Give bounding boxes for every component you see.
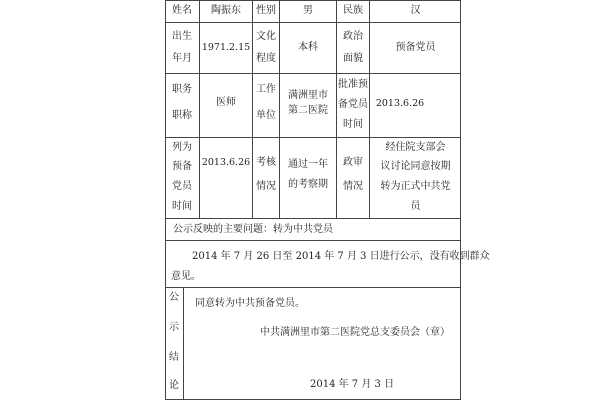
political-review-line2: 议讨论同意按期	[380, 161, 451, 172]
listed-label-line1: 列为	[172, 142, 192, 153]
post-label-line1: 职务	[172, 84, 192, 95]
party-member-form	[165, 0, 490, 400]
conclusion-committee: 中共满洲里市第二医院党总支委员会（章）	[260, 327, 450, 338]
edu-label-line1: 文化	[256, 31, 276, 42]
conclusion-label-char2: 示	[169, 322, 179, 333]
political-review-line3: 转为正式中共党	[380, 181, 451, 192]
birth-value: 1971.2.15	[201, 42, 251, 53]
name-label: 姓名	[172, 5, 192, 16]
unit-value-line2: 第二医院	[288, 105, 328, 116]
ethnicity-label: 民族	[343, 5, 363, 16]
gender-value: 男	[303, 5, 313, 16]
birth-label-line2: 年月	[172, 53, 192, 64]
listed-value: 2013.6.26	[201, 157, 251, 168]
political-review-line1: 经住院支部会	[385, 142, 446, 153]
approve-label-line3: 时间	[343, 119, 363, 130]
review-label-line1: 考核	[256, 157, 276, 168]
unit-label-line2: 单位	[256, 110, 276, 121]
approve-label-line2: 备党员	[338, 99, 368, 110]
unit-value-line1: 满洲里市	[288, 90, 328, 101]
review-label-line2: 情况	[256, 181, 276, 192]
review-value-line1: 通过一年	[288, 159, 328, 170]
political-review-label-line1: 政审	[343, 157, 363, 168]
unit-label-line1: 工作	[256, 84, 276, 95]
notice-issues: 公示反映的主要问题：转为中共党员	[173, 224, 333, 235]
birth-label-line1: 出生	[172, 31, 192, 42]
ethnicity-value: 汉	[410, 5, 421, 16]
conclusion-label-char3: 结	[169, 352, 179, 363]
listed-label-line3: 党员	[172, 181, 192, 192]
conclusion-text: 同意转为中共预备党员。	[195, 298, 305, 309]
notice-period-line2: 意见。	[171, 271, 201, 282]
conclusion-date: 2014 年 7 月 3 日	[310, 379, 395, 390]
name-value: 陶振东	[211, 5, 241, 16]
post-label-line2: 职称	[172, 110, 192, 121]
edu-value: 本科	[298, 42, 318, 53]
political-label-line1: 政治	[343, 31, 363, 42]
post-value: 医师	[216, 97, 236, 108]
approve-label-line1: 批准预	[338, 79, 368, 90]
political-review-line4: 员	[410, 201, 421, 212]
conclusion-label-char4: 论	[169, 380, 179, 391]
political-value: 预备党员	[395, 42, 436, 53]
review-value-line2: 的考察期	[288, 179, 328, 190]
listed-label-line4: 时间	[172, 201, 192, 212]
conclusion-label-char1: 公	[169, 292, 179, 303]
listed-label-line2: 预备	[172, 161, 192, 172]
edu-label-line2: 程度	[256, 53, 276, 64]
political-review-label-line2: 情况	[343, 181, 363, 192]
notice-period-line1: 2014 年 7 月 26 日至 2014 年 7 月 3 日进行公示，没有收到群众	[192, 251, 490, 262]
approve-value: 2013.6.26	[375, 98, 425, 109]
political-label-line2: 面貌	[343, 53, 363, 64]
gender-label: 性别	[256, 5, 276, 16]
